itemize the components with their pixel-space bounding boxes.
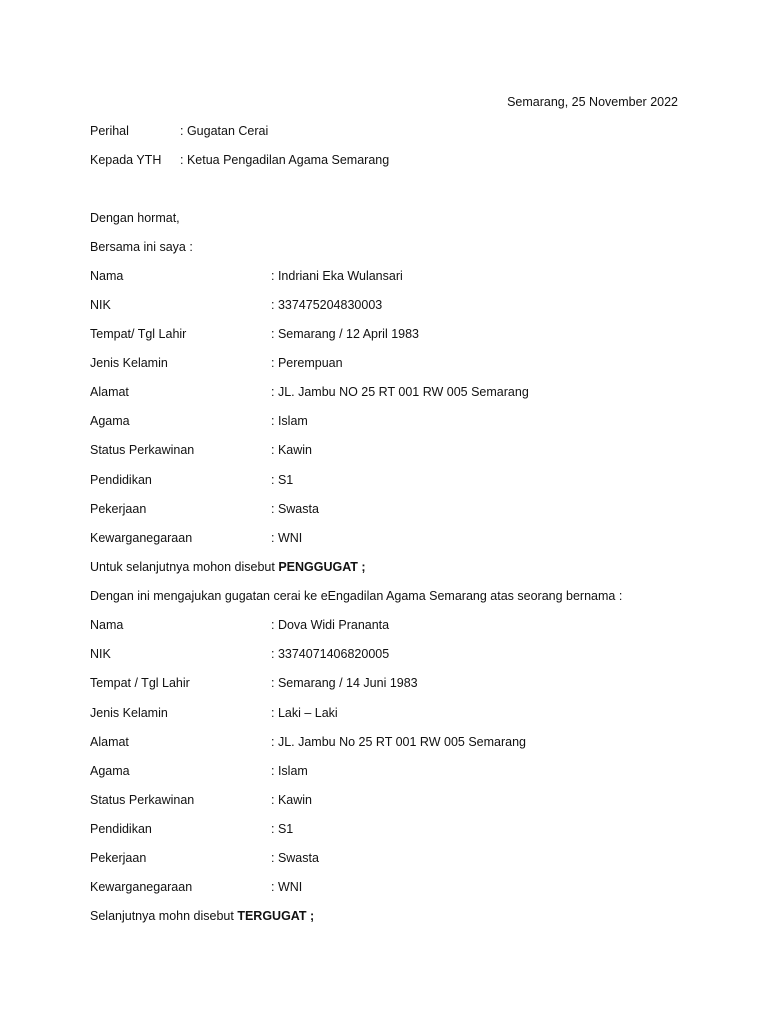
field-label: Tempat / Tgl Lahir (90, 676, 190, 690)
field-value: : JL. Jambu NO 25 RT 001 RW 005 Semarang (271, 385, 529, 399)
penggugat-row-status (90, 442, 312, 458)
note-text: Selanjutnya mohn disebut (90, 909, 238, 923)
field-label: Pendidikan (90, 822, 152, 836)
field-value: : S1 (271, 822, 294, 836)
tergugat-row-pendidikan (90, 821, 293, 837)
tergugat-row-jenis-kelamin (90, 705, 338, 721)
field-label: Status Perkawinan (90, 793, 195, 807)
note-bold: TERGUGAT ; (237, 909, 315, 923)
field-label: Kewarganegaraan (90, 880, 193, 894)
penggugat-row-kewarganegaraan (90, 530, 302, 546)
salutation: Dengan hormat, (90, 211, 180, 225)
field-value: : Semarang / 14 Juni 1983 (271, 676, 418, 690)
field-label: Jenis Kelamin (90, 356, 168, 370)
tergugat-note (90, 908, 314, 924)
field-label: Agama (90, 764, 130, 778)
tergugat-row-pekerjaan (90, 850, 319, 866)
field-value: : 3374071406820005 (271, 647, 390, 661)
field-value: : JL. Jambu No 25 RT 001 RW 005 Semarang (271, 735, 526, 749)
penggugat-note (90, 559, 366, 575)
field-value: : Kawin (271, 793, 312, 807)
field-label: Nama (90, 269, 124, 283)
tergugat-row-nik (90, 646, 389, 662)
field-value: : WNI (271, 531, 303, 545)
field-value: : 337475204830003 (271, 298, 383, 312)
field-value: : S1 (271, 473, 294, 487)
date-line: Semarang, 25 November 2022 (507, 95, 678, 109)
penggugat-row-jenis-kelamin (90, 355, 343, 371)
penggugat-row-ttl (90, 326, 419, 342)
penggugat-row-nik (90, 297, 382, 313)
tergugat-row-ttl (90, 675, 418, 691)
field-label: Pekerjaan (90, 851, 147, 865)
penggugat-row-pekerjaan (90, 501, 319, 517)
field-value: : Islam (271, 764, 308, 778)
field-label: Jenis Kelamin (90, 706, 168, 720)
field-label: Agama (90, 414, 130, 428)
kepada-row (90, 152, 389, 168)
field-label: NIK (90, 298, 111, 312)
field-label: Nama (90, 618, 124, 632)
field-value: : WNI (271, 880, 303, 894)
penggugat-row-pendidikan (90, 472, 293, 488)
field-value: : Swasta (271, 851, 319, 865)
intro-line: Bersama ini saya : (90, 240, 193, 254)
gugatan-line: Dengan ini mengajukan gugatan cerai ke eEngadilan Agama Semarang atas seorang bernama : (90, 589, 623, 603)
field-label: Tempat/ Tgl Lahir (90, 327, 187, 341)
tergugat-row-nama (90, 617, 389, 633)
perihal-label: Perihal (90, 124, 129, 138)
field-label: Pendidikan (90, 473, 152, 487)
field-label: Alamat (90, 385, 129, 399)
field-label: NIK (90, 647, 111, 661)
field-label: Pekerjaan (90, 502, 147, 516)
perihal-row (90, 123, 268, 139)
field-value: : Semarang / 12 April 1983 (271, 327, 420, 341)
field-value: : Laki – Laki (271, 706, 338, 720)
note-bold: PENGGUGAT ; (278, 560, 366, 574)
field-value: : Islam (271, 414, 308, 428)
penggugat-row-alamat (90, 384, 529, 400)
kepada-value: : Ketua Pengadilan Agama Semarang (180, 153, 390, 167)
field-label: Status Perkawinan (90, 443, 195, 457)
penggugat-row-agama (90, 413, 308, 429)
tergugat-row-status (90, 792, 312, 808)
perihal-value: : Gugatan Cerai (180, 124, 269, 138)
field-label: Kewarganegaraan (90, 531, 193, 545)
field-value: : Kawin (271, 443, 312, 457)
tergugat-row-alamat (90, 734, 526, 750)
tergugat-row-agama (90, 763, 308, 779)
penggugat-row-nama (90, 268, 403, 284)
field-value: : Swasta (271, 502, 319, 516)
field-label: Alamat (90, 735, 129, 749)
note-text: Untuk selanjutnya mohon disebut (90, 560, 279, 574)
field-value: : Perempuan (271, 356, 343, 370)
field-value: : Indriani Eka Wulansari (271, 269, 403, 283)
field-value: : Dova Widi Prananta (271, 618, 390, 632)
kepada-label: Kepada YTH (90, 153, 162, 167)
tergugat-row-kewarganegaraan (90, 879, 302, 895)
